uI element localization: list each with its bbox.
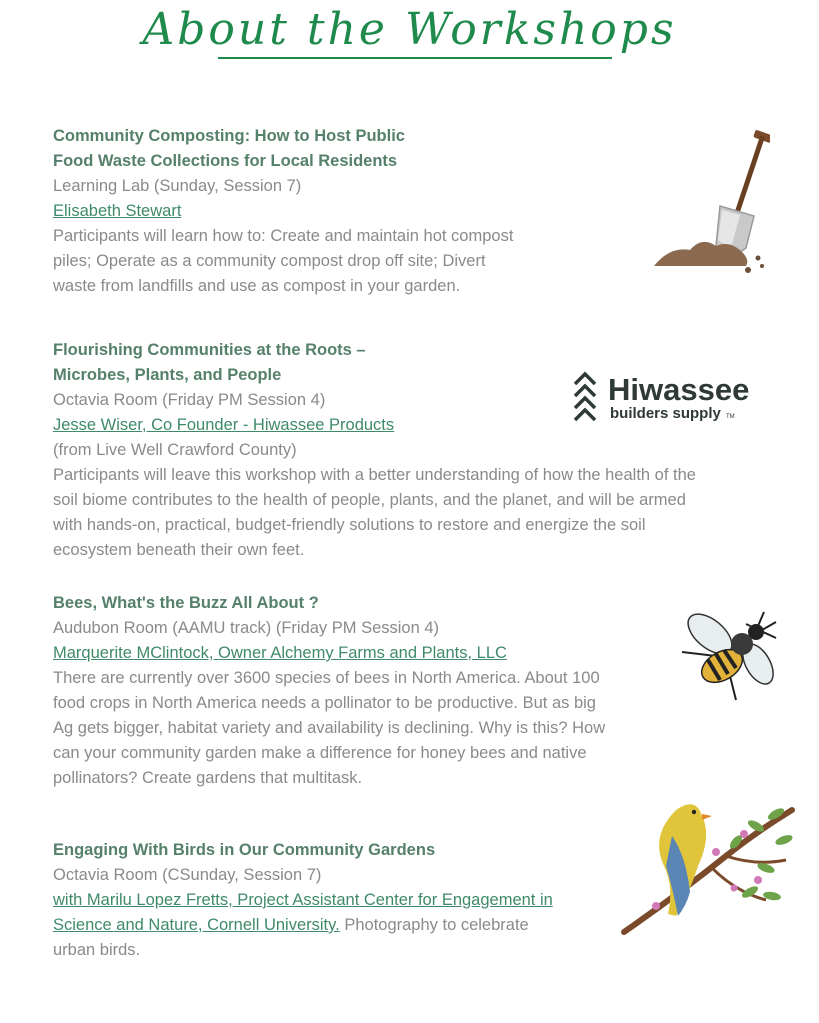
description-line: urban birds. <box>53 941 141 959</box>
hiwassee-logo <box>570 370 775 422</box>
shovel-icon <box>650 128 770 276</box>
description-line: with hands-on, practical, budget-friendly solutions to restore and energize the soil <box>53 516 646 534</box>
presenter-link[interactable]: Marquerite MClintock, Owner Alchemy Farms and Plants, LLC <box>53 644 507 662</box>
logo-tagline: builders supply <box>610 405 721 422</box>
logo-name: Hiwassee <box>608 372 750 407</box>
description-line: food crops in North America needs a pollinator to be productive. But as big <box>53 694 596 712</box>
workshop-title-line: Community Composting: How to Host Public <box>53 127 405 145</box>
workshop-title-line: Engaging With Birds in Our Community Gardens <box>53 841 436 859</box>
workshop-title-line: Flourishing Communities at the Roots – <box>53 341 366 359</box>
workshop-location: Audubon Room (AAMU track) (Friday PM Session 4) <box>53 619 440 637</box>
presenter-note: (from Live Well Crawford County) <box>53 441 297 459</box>
bird-on-branch-icon <box>616 796 796 942</box>
description-line: waste from landfills and use as compost in your garden. <box>53 277 461 295</box>
bee-icon <box>676 604 784 704</box>
description-line: ecosystem beneath their own feet. <box>53 541 305 559</box>
presenter-link[interactable]: Elisabeth Stewart <box>53 202 182 220</box>
workshop-location: Octavia Room (CSunday, Session 7) <box>53 866 322 884</box>
description-line: Ag gets bigger, habitat variety and availability is declining. Why is this? How <box>53 719 606 737</box>
workshop-description <box>53 666 605 791</box>
title-underline <box>218 57 612 59</box>
description-line: piles; Operate as a community compost drop off site; Divert <box>53 252 486 270</box>
workshop-birds <box>53 838 553 963</box>
presenter-link[interactable]: Jesse Wiser, Co Founder - Hiwassee Products <box>53 416 395 434</box>
workshop-description <box>53 463 696 563</box>
presenter-link[interactable]: with Marilu Lopez Fretts, Project Assistant Center for Engagement in <box>53 891 553 909</box>
workshop-title-line: Microbes, Plants, and People <box>53 366 282 384</box>
workshop-location: Octavia Room (Friday PM Session 4) <box>53 391 326 409</box>
logo-trademark: TM <box>726 414 735 420</box>
workshop-title-line: Food Waste Collections for Local Residents <box>53 152 398 170</box>
description-line: can your community garden make a difference for honey bees and native <box>53 744 587 762</box>
description-line: soil biome contributes to the health of people, plants, and the planet, and will be armed <box>53 491 686 509</box>
workshop-title-line: Bees, What's the Buzz All About ? <box>53 594 319 612</box>
description-line: pollinators? Create gardens that multitask. <box>53 769 363 787</box>
description-text: Photography to celebrate <box>339 916 529 934</box>
description-line: Participants will leave this workshop with a better understanding of how the health of the <box>53 466 696 484</box>
workshop-bees <box>53 591 605 791</box>
workshop-description <box>53 224 513 299</box>
workshop-composting <box>53 124 513 299</box>
page-title: About the Workshops <box>142 4 677 55</box>
description-line: Participants will learn how to: Create and maintain hot compost <box>53 227 514 245</box>
presenter-link[interactable]: Science and Nature, Cornell University. <box>53 916 340 934</box>
workshop-location: Learning Lab (Sunday, Session 7) <box>53 177 302 195</box>
description-line: There are currently over 3600 species of bees in North America. About 100 <box>53 669 600 687</box>
